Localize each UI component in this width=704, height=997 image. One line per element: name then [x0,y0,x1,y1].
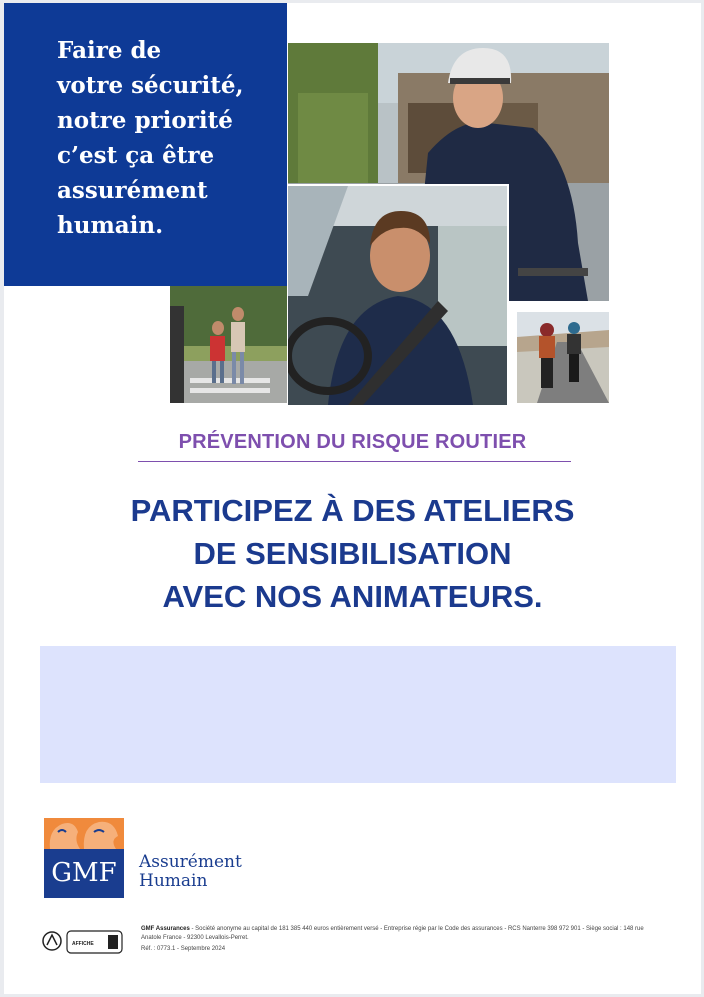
headline-line: DE SENSIBILISATION [193,536,512,571]
hero-line: votre sécurité, [57,72,244,99]
legal-text: - Société anonyme au capital de 181 385 440 euros entièrement versé - Entreprise régie par le Code des assurances - RCS Nanterre 398 972 901 - Siège social : 148 rue Anatole France - 92300 Levallois-Perret. [141,926,644,941]
hero-line: humain. [57,212,164,239]
logo-faces-icon [44,818,124,849]
legal-company: GMF Assurances [141,926,190,932]
headline-line: PARTICIPEZ À DES ATELIERS [130,493,575,528]
hero-box [4,3,287,286]
driver-photo [288,184,509,405]
hero-text [57,33,267,243]
legal-ref: Réf. : 0773.1 - Septembre 2024 [141,946,226,952]
logo-wordmark: GMF [44,849,124,898]
poster-page [4,3,701,994]
brand-tagline [139,853,242,891]
hero-line: notre priorité [57,107,233,134]
info-panel [40,646,676,783]
motorcyclists-photo [517,312,609,403]
affiche-badge-label: AFFICHE [72,941,94,947]
gmf-logo [44,818,124,898]
hero-line: Faire de [57,37,162,64]
headline-line: AVEC NOS ANIMATEURS. [162,579,543,614]
tagline-line: Assurément [139,852,242,872]
kicker-underline [138,461,571,462]
hero-line: assurément [57,177,208,204]
legal-icons [42,927,124,955]
section-kicker: PRÉVENTION DU RISQUE ROUTIER [178,431,527,453]
tagline-line: Humain [139,871,208,891]
children-crossing-photo [170,286,287,403]
legal-notice [141,925,661,954]
hero-line: c’est ça être [57,142,215,169]
headline [4,489,701,618]
